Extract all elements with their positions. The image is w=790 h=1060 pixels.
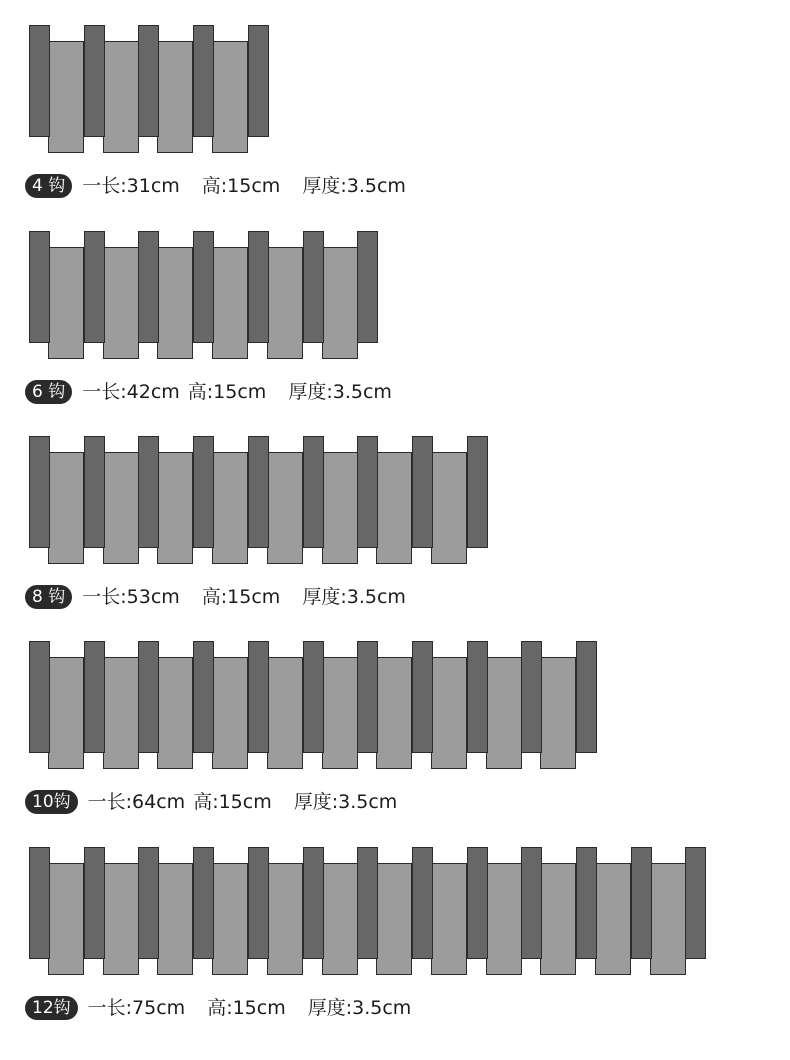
hook-slat [267, 863, 303, 975]
hook-slat [157, 41, 193, 153]
rack-post [357, 641, 378, 753]
rack-post [685, 847, 706, 959]
rack-post [193, 25, 214, 137]
rack-8-hooks [0, 436, 790, 641]
length-spec: 一长:31cm [82, 175, 180, 197]
thickness-spec: 厚度:3.5cm [288, 381, 392, 403]
hook-slat [212, 657, 248, 769]
hook-slat [322, 863, 358, 975]
hook-slat [157, 657, 193, 769]
rack-10-hooks [0, 641, 790, 846]
rack-post [576, 847, 597, 959]
rack-post [303, 641, 324, 753]
hook-slat [103, 657, 139, 769]
rack-post [29, 847, 50, 959]
hook-slat [431, 863, 467, 975]
hook-slat [486, 863, 522, 975]
rack-post [467, 436, 488, 548]
length-spec: 一长:42cm [82, 381, 180, 403]
hook-slat [157, 863, 193, 975]
rack-post [631, 847, 652, 959]
hook-slat [48, 657, 84, 769]
hook-slat [48, 452, 84, 564]
hook-slat [322, 247, 358, 359]
rack-post [521, 847, 542, 959]
hook-slat [376, 657, 412, 769]
rack-drawing [0, 641, 790, 801]
rack-post [29, 641, 50, 753]
hook-slat [322, 657, 358, 769]
hook-slat [267, 452, 303, 564]
height-spec: 高:15cm [201, 175, 281, 197]
rack-post [357, 847, 378, 959]
rack-post [84, 231, 105, 343]
length-spec: 一长:53cm [82, 586, 180, 608]
thickness-spec: 厚度:3.5cm [302, 175, 406, 197]
hook-slat [431, 452, 467, 564]
rack-post [303, 436, 324, 548]
hook-slat [103, 41, 139, 153]
rack-6-hooks [0, 231, 790, 436]
rack-post [138, 436, 159, 548]
hook-count-badge: 12钩 [25, 996, 78, 1020]
rack-drawing [0, 25, 790, 185]
rack-drawing [0, 436, 790, 596]
rack-post [412, 436, 433, 548]
rack-post [248, 25, 269, 137]
rack-post [193, 436, 214, 548]
rack-post [248, 641, 269, 753]
hook-count-badge: 6 钩 [25, 380, 72, 404]
thickness-spec: 厚度:3.5cm [307, 997, 412, 1019]
length-spec: 一长:64cm [87, 791, 186, 813]
rack-post [576, 641, 597, 753]
hook-slat [103, 863, 139, 975]
hook-slat [595, 863, 631, 975]
hook-slat [431, 657, 467, 769]
hook-slat [48, 863, 84, 975]
thickness-spec: 厚度:3.5cm [293, 791, 398, 813]
rack-post [248, 436, 269, 548]
hook-slat [540, 657, 576, 769]
rack-post [29, 25, 50, 137]
hook-slat [212, 247, 248, 359]
hook-slat [267, 247, 303, 359]
rack-post [138, 847, 159, 959]
rack-post [138, 231, 159, 343]
hook-count-badge: 10钩 [25, 790, 78, 814]
rack-post [84, 641, 105, 753]
rack-post [29, 436, 50, 548]
hook-slat [486, 657, 522, 769]
rack-caption [25, 787, 397, 817]
rack-caption [25, 377, 392, 407]
hook-slat [650, 863, 686, 975]
rack-post [29, 231, 50, 343]
rack-4-hooks [0, 25, 790, 230]
hook-count-badge: 4 钩 [25, 174, 72, 198]
rack-drawing [0, 231, 790, 391]
rack-post [138, 641, 159, 753]
rack-caption [25, 171, 406, 201]
rack-post [193, 231, 214, 343]
rack-caption [25, 993, 411, 1023]
rack-post [193, 641, 214, 753]
hook-slat [157, 452, 193, 564]
rack-post [84, 847, 105, 959]
rack-post [248, 231, 269, 343]
rack-drawing [0, 847, 790, 1007]
height-spec: 高:15cm [201, 586, 281, 608]
rack-post [412, 641, 433, 753]
rack-12-hooks [0, 847, 790, 1052]
rack-post [303, 847, 324, 959]
rack-post [193, 847, 214, 959]
hook-slat [212, 863, 248, 975]
height-spec: 高:15cm [207, 997, 286, 1019]
hook-slat [103, 247, 139, 359]
hook-slat [376, 863, 412, 975]
hook-slat [157, 247, 193, 359]
height-spec: 高:15cm [193, 791, 272, 813]
rack-caption [25, 582, 406, 612]
rack-post [412, 847, 433, 959]
hook-slat [540, 863, 576, 975]
hook-slat [103, 452, 139, 564]
hook-slat [267, 657, 303, 769]
hook-count-badge: 8 钩 [25, 585, 72, 609]
rack-post [467, 641, 488, 753]
rack-post [248, 847, 269, 959]
rack-post [84, 436, 105, 548]
hook-slat [48, 247, 84, 359]
rack-post [357, 231, 378, 343]
hook-slat [376, 452, 412, 564]
rack-post [84, 25, 105, 137]
rack-post [467, 847, 488, 959]
rack-post [357, 436, 378, 548]
thickness-spec: 厚度:3.5cm [302, 586, 406, 608]
hook-slat [212, 452, 248, 564]
hook-slat [48, 41, 84, 153]
height-spec: 高:15cm [187, 381, 267, 403]
hook-slat [212, 41, 248, 153]
rack-post [303, 231, 324, 343]
length-spec: 一长:75cm [87, 997, 186, 1019]
rack-post [138, 25, 159, 137]
hook-slat [322, 452, 358, 564]
rack-post [521, 641, 542, 753]
